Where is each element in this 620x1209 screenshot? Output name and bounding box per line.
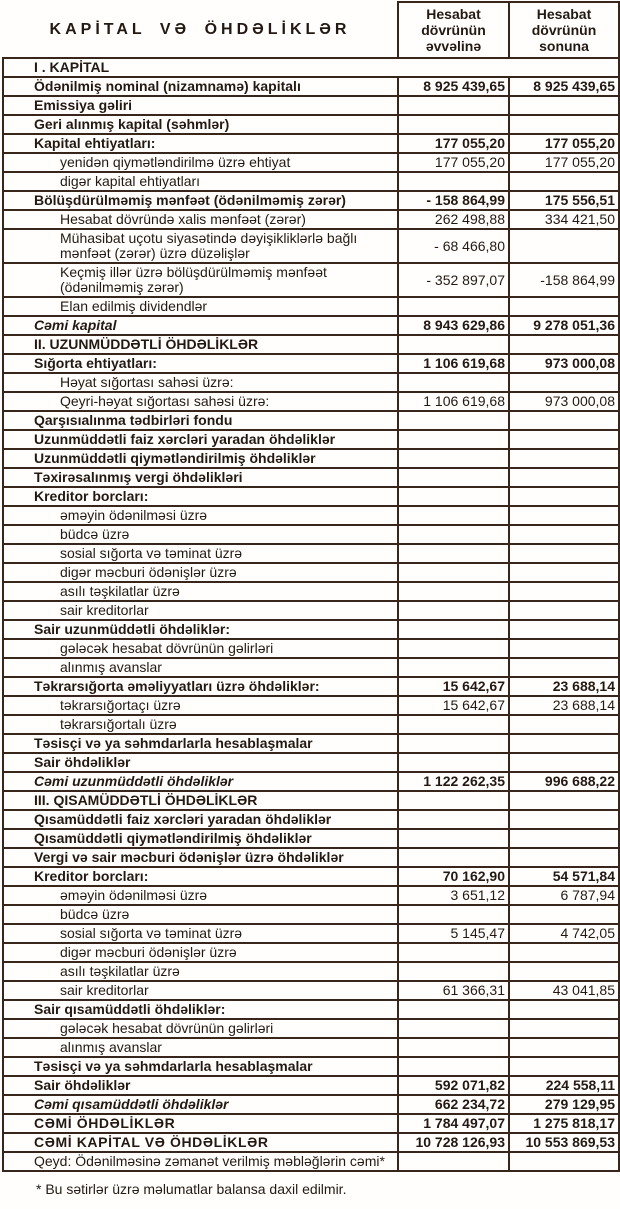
value-period-end-cell [509, 1038, 619, 1057]
value-period-start-cell: 70 162,90 [398, 867, 509, 886]
row-label: Təsisçi və ya səhmdarlarla hesablaşmalar [3, 734, 398, 753]
value-period-end-cell: 23 688,14 [509, 696, 619, 715]
table-row [3, 905, 619, 924]
row-label: Kapital ehtiyatları: [3, 134, 398, 153]
table-title: KAPİTAL VƏ ÖHDƏLİKLƏR [49, 20, 351, 38]
row-label: alınmış avanslar [3, 658, 398, 677]
table-row [3, 753, 619, 772]
value-period-end-cell [509, 848, 619, 867]
table-row [3, 1095, 619, 1114]
row-label: asılı təşkilatlar üzrə [3, 962, 398, 981]
value-period-end-cell [509, 373, 619, 392]
value-period-end-cell [509, 1152, 619, 1171]
table-row [3, 297, 619, 316]
value-period-start-cell [398, 658, 509, 677]
value-period-start-cell: 10 728 126,93 [398, 1133, 509, 1152]
row-label: Kreditor borcları: [3, 487, 398, 506]
value-period-start-cell: - 158 864,99 [398, 191, 509, 210]
row-label: Vergi və sair məcburi ödənişlər üzrə öhdəliklər [3, 848, 398, 867]
row-label: I . KAPİTAL [3, 58, 619, 77]
row-label: büdcə üzrə [3, 525, 398, 544]
row-label: Uzunmüddətli qiymətləndirilmiş öhdəliklər [3, 449, 398, 468]
value-period-end-cell [509, 639, 619, 658]
value-period-end-cell [509, 525, 619, 544]
value-period-end-cell: 334 421,50 [509, 210, 619, 229]
table-row [3, 210, 619, 229]
table-row [3, 886, 619, 905]
value-period-start-cell: 15 642,67 [398, 696, 509, 715]
value-period-start-cell [398, 411, 509, 430]
value-period-end-cell [509, 734, 619, 753]
table-row [3, 829, 619, 848]
value-period-end-cell: 23 688,14 [509, 677, 619, 696]
value-period-end-cell: 4 742,05 [509, 924, 619, 943]
row-label: CƏMİ KAPİTAL VƏ ÖHDƏLİKLƏR [3, 1133, 398, 1152]
value-period-start-cell [398, 1019, 509, 1038]
value-period-start-cell [398, 373, 509, 392]
value-period-end-cell: 996 688,22 [509, 772, 619, 791]
value-period-start-cell [398, 506, 509, 525]
table-row [3, 791, 619, 810]
row-label: Cəmi uzunmüddətli öhdəliklər [3, 772, 398, 791]
value-period-start-cell [398, 753, 509, 772]
value-period-start-cell [398, 639, 509, 658]
value-period-start-cell: 662 234,72 [398, 1095, 509, 1114]
table-row [3, 191, 619, 210]
value-period-end-cell: 177 055,20 [509, 134, 619, 153]
row-label: III. QISAMÜDDƏTLİ ÖHDƏLİKLƏR [3, 791, 398, 810]
table-row [3, 392, 619, 411]
value-period-start-cell: 177 055,20 [398, 134, 509, 153]
table-row [3, 487, 619, 506]
table-row [3, 943, 619, 962]
value-period-start-cell [398, 734, 509, 753]
value-period-end-cell [509, 96, 619, 115]
row-label: Uzunmüddətli faiz xərcləri yaradan öhdəliklər [3, 430, 398, 449]
table-row [3, 734, 619, 753]
value-period-start-cell [398, 620, 509, 639]
table-row [3, 810, 619, 829]
row-label: əməyin ödənilməsi üzrə [3, 506, 398, 525]
value-period-end-cell: 224 558,11 [509, 1076, 619, 1095]
column-header-period-start: Hesabat dövrünün əvvəlinə [398, 2, 509, 58]
value-period-end-cell: 1 275 818,17 [509, 1114, 619, 1133]
value-period-end-cell [509, 582, 619, 601]
value-period-end-cell [509, 943, 619, 962]
table-row [3, 620, 619, 639]
footnote: * Bu sətirlər üzrə məlumatlar balansa daxil edilmir. [36, 1181, 347, 1197]
value-period-start-cell [398, 791, 509, 810]
row-label: Sair uzunmüddətli öhdəliklər: [3, 620, 398, 639]
value-period-start-cell: 61 366,31 [398, 981, 509, 1000]
table-row [3, 639, 619, 658]
row-label: sair kreditorlar [3, 981, 398, 1000]
value-period-end-cell [509, 905, 619, 924]
value-period-start-cell [398, 848, 509, 867]
row-label: Cəmi qısamüddətli öhdəliklər [3, 1095, 398, 1114]
value-period-end-cell [509, 487, 619, 506]
value-period-start-cell [398, 810, 509, 829]
value-period-start-cell: - 352 897,07 [398, 263, 509, 297]
table-row [3, 506, 619, 525]
table-row [3, 715, 619, 734]
value-period-end-cell: 43 041,85 [509, 981, 619, 1000]
table-row [3, 373, 619, 392]
value-period-start-cell [398, 1000, 509, 1019]
value-period-start-cell [398, 905, 509, 924]
value-period-end-cell [509, 229, 619, 263]
table-row [3, 658, 619, 677]
table-row [3, 1152, 619, 1171]
row-label: Hesabat dövründə xalis mənfəət (zərər) [3, 210, 398, 229]
row-label: II. UZUNMÜDDƏTLİ ÖHDƏLİKLƏR [3, 335, 398, 354]
value-period-start-cell: 8 943 629,86 [398, 316, 509, 335]
table-row [3, 867, 619, 886]
value-period-end-cell [509, 753, 619, 772]
table-row [3, 335, 619, 354]
table-row [3, 1133, 619, 1152]
row-label: digər məcburi ödənişlər üzrə [3, 563, 398, 582]
value-period-start-cell [398, 601, 509, 620]
row-label: əməyin ödənilməsi üzrə [3, 886, 398, 905]
value-period-end-cell: 973 000,08 [509, 392, 619, 411]
row-label: Sair qısamüddətli öhdəliklər: [3, 1000, 398, 1019]
row-label: Kreditor borcları: [3, 867, 398, 886]
table-row [3, 924, 619, 943]
value-period-start-cell: 8 925 439,65 [398, 77, 509, 96]
row-label: Ödənilmiş nominal (nizamnamə) kapitalı [3, 77, 398, 96]
value-period-end-cell [509, 829, 619, 848]
row-label: yenidən qiymətləndirilmə üzrə ehtiyat [3, 153, 398, 172]
table-row [3, 77, 619, 96]
table-header-row [3, 2, 619, 58]
row-label: təkrarsığortalı üzrə [3, 715, 398, 734]
value-period-end-cell: 9 278 051,36 [509, 316, 619, 335]
value-period-start-cell [398, 1038, 509, 1057]
value-period-end-cell [509, 563, 619, 582]
value-period-end-cell: 279 129,95 [509, 1095, 619, 1114]
row-label: Keçmiş illər üzrə bölüşdürülməmiş mənfəət (ödənilməmiş zərər) [3, 263, 398, 297]
value-period-end-cell [509, 430, 619, 449]
row-label: asılı təşkilatlar üzrə [3, 582, 398, 601]
value-period-start-cell [398, 525, 509, 544]
table-row [3, 430, 619, 449]
value-period-start-cell [398, 297, 509, 316]
table-row [3, 696, 619, 715]
value-period-end-cell [509, 962, 619, 981]
row-label: CƏMİ ÖHDƏLİKLƏR [3, 1114, 398, 1133]
table-row [3, 411, 619, 430]
row-label: Cəmi kapital [3, 316, 398, 335]
value-period-start-cell [398, 829, 509, 848]
value-period-end-cell [509, 115, 619, 134]
table-row [3, 468, 619, 487]
row-label: Təsisçi və ya səhmdarlarla hesablaşmalar [3, 1057, 398, 1076]
row-label: alınmış avanslar [3, 1038, 398, 1057]
row-label: Həyat sığortası sahəsi üzrə: [3, 373, 398, 392]
table-row [3, 1019, 619, 1038]
value-period-end-cell [509, 658, 619, 677]
row-label: Qeyd: Ödənilməsinə zəmanət verilmiş məbləğlərin cəmi* [3, 1152, 398, 1171]
value-period-end-cell [509, 506, 619, 525]
table-row [3, 263, 619, 297]
value-period-end-cell [509, 449, 619, 468]
value-period-end-cell [509, 791, 619, 810]
row-label: sosial sığorta və təminat üzrə [3, 924, 398, 943]
table-row [3, 1057, 619, 1076]
value-period-start-cell [398, 468, 509, 487]
row-label: sair kreditorlar [3, 601, 398, 620]
value-period-start-cell: 15 642,67 [398, 677, 509, 696]
table-row [3, 172, 619, 191]
table-row [3, 115, 619, 134]
row-label: Mühasibat uçotu siyasətində dəyişikliklərlə bağlı mənfəət (zərər) üzrə düzəlişlər [3, 229, 398, 263]
value-period-end-cell: 973 000,08 [509, 354, 619, 373]
table-row [3, 563, 619, 582]
value-period-end-cell [509, 601, 619, 620]
value-period-start-cell: 1 784 497,07 [398, 1114, 509, 1133]
table-row [3, 544, 619, 563]
table-row [3, 229, 619, 263]
table-row [3, 449, 619, 468]
value-period-start-cell: 1 106 619,68 [398, 392, 509, 411]
value-period-start-cell [398, 1152, 509, 1171]
value-period-end-cell: 10 553 869,53 [509, 1133, 619, 1152]
value-period-start-cell [398, 544, 509, 563]
table-row [3, 582, 619, 601]
row-label: digər kapital ehtiyatları [3, 172, 398, 191]
table-row [3, 525, 619, 544]
value-period-end-cell [509, 544, 619, 563]
table-row [3, 981, 619, 1000]
value-period-start-cell: 1 122 262,35 [398, 772, 509, 791]
row-label: Emissiya gəliri [3, 96, 398, 115]
value-period-end-cell [509, 411, 619, 430]
value-period-end-cell: 6 787,94 [509, 886, 619, 905]
table-row [3, 1076, 619, 1095]
row-label: sosial sığorta və təminat üzrə [3, 544, 398, 563]
value-period-end-cell [509, 715, 619, 734]
table-row [3, 1000, 619, 1019]
column-header-period-end: Hesabat dövrünün sonuna [509, 2, 619, 58]
table-row [3, 677, 619, 696]
value-period-start-cell: 1 106 619,68 [398, 354, 509, 373]
row-label: gələcək hesabat dövrünün gəlirləri [3, 639, 398, 658]
value-period-end-cell [509, 468, 619, 487]
row-label: Qısamüddətli qiymətləndirilmiş öhdəliklər [3, 829, 398, 848]
value-period-start-cell [398, 715, 509, 734]
value-period-end-cell [509, 1019, 619, 1038]
table-row [3, 354, 619, 373]
row-label: Qeyri-həyat sığortası sahəsi üzrə: [3, 392, 398, 411]
value-period-end-cell [509, 172, 619, 191]
value-period-start-cell [398, 430, 509, 449]
value-period-start-cell: - 68 466,80 [398, 229, 509, 263]
row-label: gələcək hesabat dövrünün gəlirləri [3, 1019, 398, 1038]
table-row [3, 1038, 619, 1057]
row-label: Sair öhdəliklər [3, 753, 398, 772]
row-label: Qarşısıalınma tədbirləri fondu [3, 411, 398, 430]
table-row [3, 153, 619, 172]
value-period-start-cell: 592 071,82 [398, 1076, 509, 1095]
value-period-start-cell [398, 449, 509, 468]
value-period-start-cell [398, 943, 509, 962]
value-period-end-cell [509, 335, 619, 354]
value-period-end-cell: 177 055,20 [509, 153, 619, 172]
table-row [3, 601, 619, 620]
value-period-start-cell [398, 1057, 509, 1076]
value-period-start-cell: 3 651,12 [398, 886, 509, 905]
value-period-start-cell [398, 582, 509, 601]
value-period-end-cell [509, 1057, 619, 1076]
value-period-end-cell: 8 925 439,65 [509, 77, 619, 96]
balance-sheet-table [2, 1, 620, 1172]
row-label: Sair öhdəliklər [3, 1076, 398, 1095]
table-row [3, 772, 619, 791]
table-row [3, 134, 619, 153]
value-period-start-cell [398, 96, 509, 115]
row-label: Qısamüddətli faiz xərcləri yaradan öhdəliklər [3, 810, 398, 829]
row-label: Sığorta ehtiyatları: [3, 354, 398, 373]
table-row [3, 1114, 619, 1133]
value-period-end-cell: 54 571,84 [509, 867, 619, 886]
row-label: büdcə üzrə [3, 905, 398, 924]
row-label: Elan edilmiş dividendlər [3, 297, 398, 316]
table-row [3, 316, 619, 335]
value-period-start-cell [398, 487, 509, 506]
value-period-end-cell [509, 297, 619, 316]
table-row [3, 58, 619, 77]
value-period-end-cell [509, 1000, 619, 1019]
table-row [3, 96, 619, 115]
table-title-cell [3, 2, 398, 58]
value-period-end-cell [509, 810, 619, 829]
value-period-start-cell: 177 055,20 [398, 153, 509, 172]
row-label: Təxirəsalınmış vergi öhdəlikləri [3, 468, 398, 487]
row-label: Təkrarsığorta əməliyyatları üzrə öhdəliklər: [3, 677, 398, 696]
row-label: Geri alınmış kapital (səhmlər) [3, 115, 398, 134]
row-label: digər məcburi ödənişlər üzrə [3, 943, 398, 962]
value-period-end-cell: -158 864,99 [509, 263, 619, 297]
value-period-start-cell [398, 115, 509, 134]
value-period-end-cell: 175 556,51 [509, 191, 619, 210]
value-period-start-cell [398, 172, 509, 191]
value-period-start-cell [398, 563, 509, 582]
value-period-end-cell [509, 620, 619, 639]
value-period-start-cell [398, 962, 509, 981]
table-row [3, 962, 619, 981]
row-label: Bölüşdürülməmiş mənfəət (ödənilməmiş zərər) [3, 191, 398, 210]
row-label: təkrarsığortaçı üzrə [3, 696, 398, 715]
value-period-start-cell: 5 145,47 [398, 924, 509, 943]
value-period-start-cell: 262 498,88 [398, 210, 509, 229]
table-row [3, 848, 619, 867]
value-period-start-cell [398, 335, 509, 354]
